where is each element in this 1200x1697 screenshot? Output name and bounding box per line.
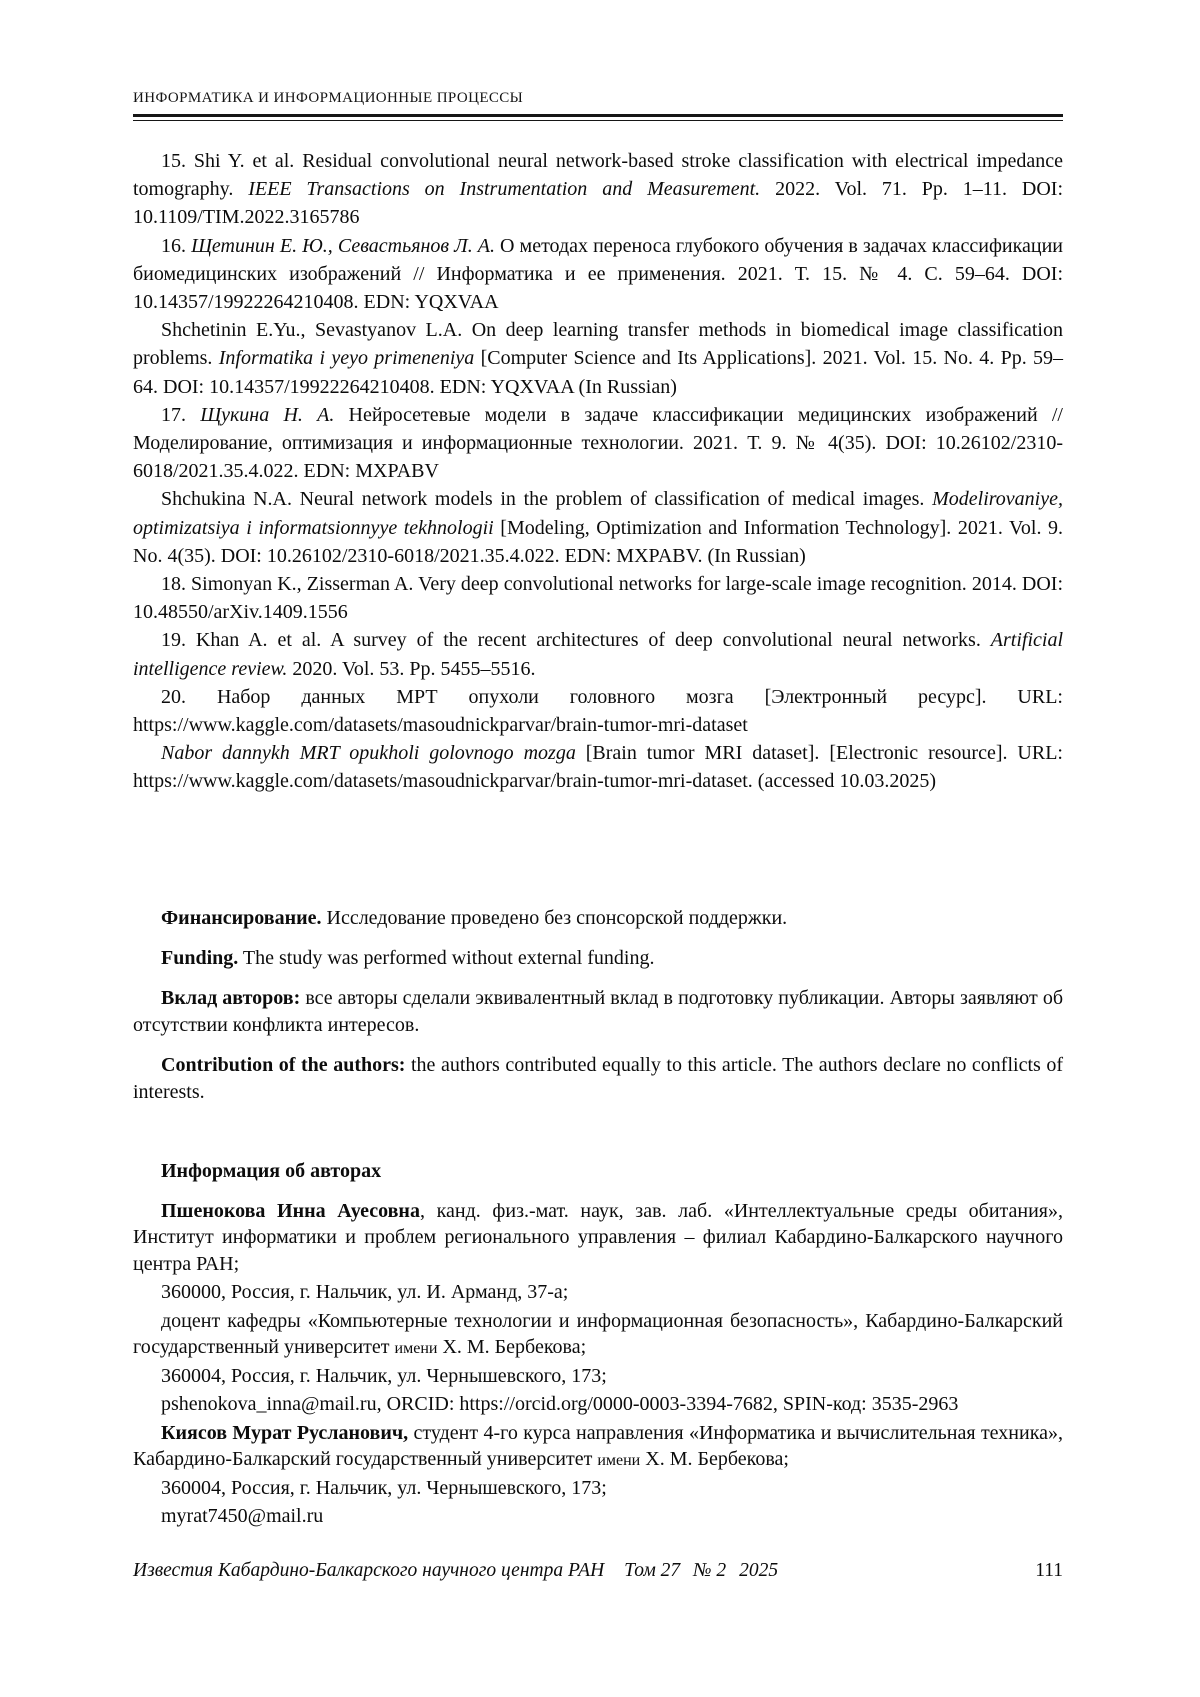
author-name: Киясов Мурат Русланович, bbox=[161, 1421, 409, 1444]
contribution-statement-ru bbox=[133, 985, 1063, 1039]
footer-volume: Том 27 bbox=[624, 1560, 681, 1581]
header-double-rule bbox=[133, 114, 1063, 121]
author-details-small: имени bbox=[597, 1452, 641, 1469]
page-number: 111 bbox=[1035, 1560, 1063, 1581]
author-name: Пшенокова Инна Ауесовна bbox=[161, 1199, 420, 1222]
reference-16-en bbox=[133, 316, 1063, 401]
footer-issue: № 2 bbox=[693, 1560, 727, 1581]
reference-text: 19. Khan A. et al. A survey of the recent architectures of deep convolutional neural networks. bbox=[161, 629, 991, 652]
authors-info-heading: Информация об авторах bbox=[161, 1160, 382, 1182]
author-details: , канд. физ.-мат. наук, зав. лаб. «Интеллектуальные среды обитания», Институт информатики и проблем регионального управления – филиал Кабардино-Балкарского научного центра РАН; bbox=[133, 1199, 1063, 1275]
authors-italic: Щетинин Е. Ю., Севастьянов Л. А. bbox=[191, 234, 495, 257]
reference-text: 18. Simonyan K., Zisserman A. Very deep convolutional networks for large-scale image recognition. 2014. DOI: 10.48550/arXiv.1409.1556 bbox=[133, 573, 1063, 624]
footer-journal-title: Известия Кабардино-Балкарского научного центра РАН bbox=[133, 1560, 605, 1581]
author-details: pshenokova_inna@mail.ru, ORCID: https://orcid.org/0000-0003-3394-7682, SPIN-код: 3535-2963 bbox=[161, 1393, 959, 1415]
statement-lead: Funding. bbox=[161, 947, 239, 969]
journal-title-italic: Modelirovaniye, optimizatsiya i informatsionnyye tekhnologii bbox=[133, 488, 1063, 539]
reference-text: [Modeling, Optimization and Information Technology]. 2021. Vol. 9. No. 4(35). DOI: 10.26102/2310-6018/2021.35.4.022. EDN: MXPABV. (In Russian) bbox=[133, 516, 1063, 567]
author2-name-affiliation bbox=[133, 1420, 1063, 1475]
author2-email bbox=[133, 1503, 1063, 1532]
reference-text: [Brain tumor MRI dataset]. [Electronic resource]. URL: https://www.kaggle.com/datasets/masoudnickparvar/brain-tumor-mri-dataset. (accessed 10.03.2025) bbox=[133, 742, 1063, 793]
reference-17-ru bbox=[133, 401, 1063, 486]
running-head-title: ИНФОРМАТИКА И ИНФОРМАЦИОННЫЕ ПРОЦЕССЫ bbox=[133, 90, 524, 106]
statement-text: The study was performed without external funding. bbox=[238, 947, 655, 969]
statement-text: все авторы сделали эквивалентный вклад в подготовку публикации. Авторы заявляют об отсутствии конфликта интересов. bbox=[133, 987, 1063, 1036]
reference-18 bbox=[133, 570, 1063, 626]
author1-contacts bbox=[133, 1391, 1063, 1420]
footer-journal-line bbox=[133, 1560, 778, 1582]
authors-italic: Щукина Н. А. bbox=[200, 403, 335, 426]
reference-text: О методах переноса глубокого обучения в задачах классификации биомедицинских изображений // Информатика и ее применения. 2021. Т. 15. № 4. С. 59–64. DOI: 10.14357/19922264210408. EDN: YQXVAA bbox=[133, 234, 1064, 314]
reference-text: 17. bbox=[161, 403, 201, 426]
reference-text: 2022. Vol. 71. Pp. 1–11. DOI: 10.1109/TIM.2022.3165786 bbox=[133, 178, 1063, 229]
statement-lead: Финансирование. bbox=[161, 907, 322, 929]
author1-address-2 bbox=[133, 1363, 1063, 1392]
journal-title-italic: IEEE Transactions on Instrumentation and Measurement. bbox=[248, 178, 761, 201]
page-header bbox=[133, 90, 1063, 121]
reference-text: 15. Shi Y. et al. Residual convolutional neural network-based stroke classification with electrical impedance tomography. bbox=[133, 150, 1063, 201]
author1-name-affiliation bbox=[133, 1198, 1063, 1280]
author-details: 360004, Россия, г. Нальчик, ул. Чернышевского, 173; bbox=[161, 1364, 607, 1387]
contribution-statement-en bbox=[133, 1052, 1063, 1106]
statements-section bbox=[133, 905, 1063, 1119]
footer-year: 2025 bbox=[739, 1560, 779, 1581]
author-details: студент 4-го курса направления «Информатика и вычислительная техника», Кабардино-Балкарский государственный университет bbox=[133, 1421, 1063, 1470]
reference-19 bbox=[133, 626, 1063, 682]
reference-text: 20. Набор данных МРТ опухоли головного мозга [Электронный ресурс]. URL: https://www.kaggle.com/datasets/masoudnickparvar/brain-tumor-mri-dataset bbox=[133, 685, 1063, 737]
funding-statement-en bbox=[133, 945, 1063, 972]
reference-text: 2020. Vol. 53. Pp. 5455–5516. bbox=[287, 657, 536, 680]
authors-info-section bbox=[133, 1158, 1063, 1532]
author1-address-1 bbox=[133, 1279, 1063, 1308]
reference-20-en bbox=[133, 739, 1063, 795]
reference-15 bbox=[133, 147, 1063, 232]
statement-text: Исследование проведено без спонсорской поддержки. bbox=[321, 907, 788, 929]
author-details: доцент кафедры «Компьютерные технологии и информационная безопасность», Кабардино-Балкарский государственный университет bbox=[133, 1309, 1063, 1358]
author1-affiliation-2 bbox=[133, 1308, 1063, 1363]
statement-lead: Contribution of the authors: bbox=[161, 1054, 406, 1076]
reference-text: Shchukina N.A. Neural network models in the problem of classification of medical images. bbox=[161, 488, 933, 511]
journal-title-italic: Informatika i yeyo primeneniya bbox=[218, 347, 475, 370]
statement-lead: Вклад авторов: bbox=[161, 987, 301, 1009]
reference-20-ru bbox=[133, 683, 1063, 739]
author-details: myrat7450@mail.ru bbox=[161, 1505, 324, 1527]
statement-text: the authors contributed equally to this article. The authors declare no conflicts of interests. bbox=[133, 1054, 1063, 1103]
author-details-small: имени bbox=[394, 1340, 438, 1357]
reference-text: [Computer Science and Its Applications]. 2021. Vol. 15. No. 4. Pp. 59–64. DOI: 10.14357/19922264210408. EDN: YQXVAA (In Russian) bbox=[133, 347, 1064, 398]
funding-statement-ru bbox=[133, 905, 1063, 932]
author-details: 360004, Россия, г. Нальчик, ул. Чернышевского, 173; bbox=[161, 1476, 607, 1499]
reference-text: Нейросетевые модели в задаче классификации медицинских изображений // Моделирование, оптимизация и информационные технологии. 2021. Т. 9. № 4(35). DOI: 10.26102/2310-6018/2021.35.4.022. EDN: MXPABV bbox=[133, 403, 1063, 483]
journal-title-italic: Artificial intelligence review. bbox=[133, 629, 1063, 680]
translit-title-italic: Nabor dannykh MRT opukholi golovnogo mozga bbox=[161, 742, 576, 765]
page-footer bbox=[133, 1560, 1063, 1582]
author2-address bbox=[133, 1475, 1063, 1504]
references-list bbox=[133, 147, 1063, 796]
reference-17-en bbox=[133, 485, 1063, 570]
author-details: Х. М. Бербекова; bbox=[640, 1448, 789, 1470]
reference-text: Shchetinin E.Yu., Sevastyanov L.A. On deep learning transfer methods in biomedical image classification problems. bbox=[133, 319, 1063, 370]
reference-text: 16. bbox=[161, 234, 192, 257]
author-details: Х. М. Бербекова; bbox=[437, 1336, 587, 1358]
reference-16-ru bbox=[133, 232, 1063, 317]
author-details: 360000, Россия, г. Нальчик, ул. И. Арманд, 37-а; bbox=[161, 1281, 569, 1303]
